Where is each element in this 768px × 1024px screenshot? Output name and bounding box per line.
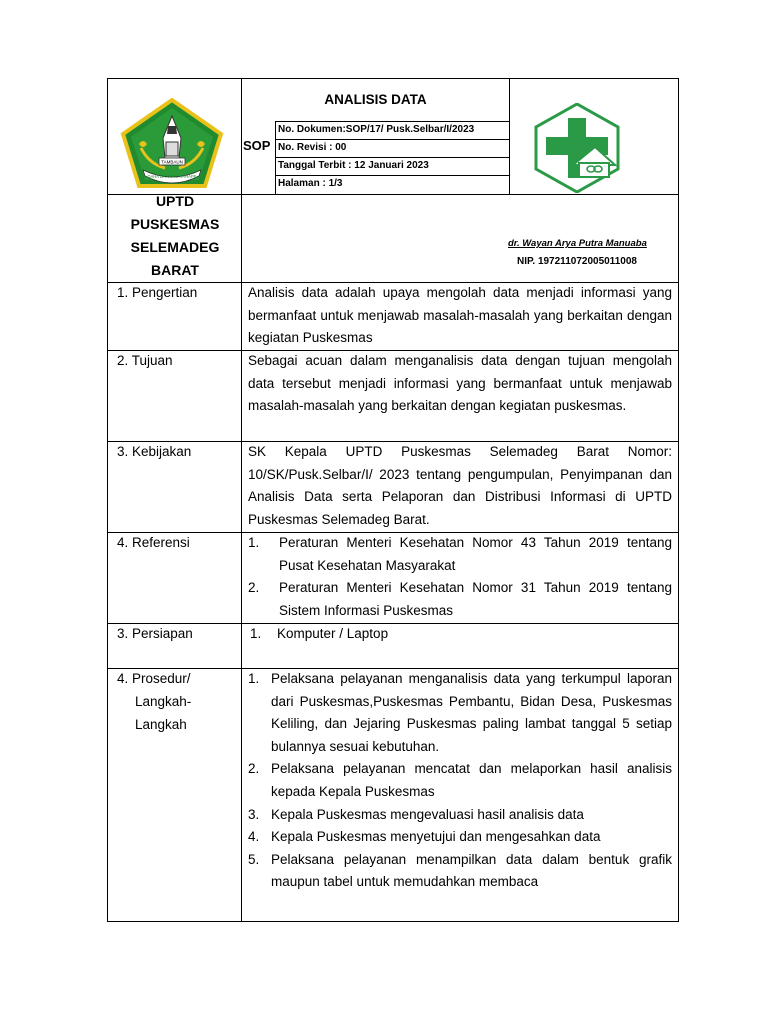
list-item-text: Kepala Puskesmas mengevaluasi hasil analisis data [271, 806, 584, 822]
list-item-number: 1. [250, 626, 262, 641]
org-line-4: BARAT [151, 262, 199, 278]
list-item [248, 849, 672, 894]
section-label-persiapan: 3. Persiapan [117, 626, 193, 641]
section-label-prosedur-2: Langkah- [135, 694, 192, 709]
sop-label: SOP [243, 138, 271, 153]
prosedur-list [248, 668, 672, 894]
list-item-number: 4. [248, 829, 260, 845]
persiapan-list [250, 623, 670, 646]
section-label-kebijakan: 3. Kebijakan [117, 444, 192, 459]
list-item-number: 2. [248, 761, 260, 777]
referensi-list [248, 532, 672, 622]
list-item-number: 3. [248, 806, 260, 822]
revision-number: No. Revisi : 00 [278, 142, 347, 153]
list-item-text: Peraturan Menteri Kesehatan Nomor 31 Tahun 2019 tentang Sistem Informasi Puskesmas [279, 580, 672, 618]
emblem-motto-text: DAHA BAHAPIS HAHAPE [147, 174, 197, 179]
grid-line [275, 139, 509, 140]
grid-line [275, 175, 509, 176]
signatory-nip: NIP. 197211072005011008 [517, 256, 637, 267]
document-title: ANALISIS DATA [324, 92, 427, 107]
list-item-text: Peraturan Menteri Kesehatan Nomor 43 Tahun 2019 tentang Pusat Kesehatan Masyarakat [279, 535, 672, 573]
list-item [248, 668, 672, 758]
issue-date: Tanggal Terbit : 12 Januari 2023 [278, 160, 429, 171]
list-item [248, 577, 672, 622]
list-item-number: 1. [248, 671, 260, 686]
page-info: Halaman : 1/3 [278, 178, 343, 189]
section-label-prosedur: 4. Prosedur/ [117, 671, 191, 686]
grid-line [275, 157, 509, 158]
list-item-text: Pelaksana pelayanan mencatat dan melaporkan hasil analisis kepada Kepala Puskesmas [271, 761, 672, 799]
doc-number: No. Dokumen:SOP/17/ Pusk.Selbar/I/2023 [278, 124, 475, 135]
section-text-kebijakan: SK Kepala UPTD Puskesmas Selemadeg Barat Nomor: 10/SK/Pusk.Selbar/I/ 2023 tentang pengumpulan, Penyimpanan dan Analisis Data serta Pelaporan dan Distribusi Informasi di UPTD Puskesmas Selemadeg Barat. [248, 444, 672, 527]
list-item [248, 532, 672, 577]
section-text-tujuan: Sebagai acuan dalam menganalisis data dengan tujuan mengolah data tersebut menjadi informasi yang bermanfaat untuk menjawab masalah-masalah yang berkaitan dengan kegiatan puskesmas. [248, 353, 672, 414]
section-label-tujuan: 2. Tujuan [117, 353, 173, 368]
org-line-2: PUSKESMAS [130, 216, 220, 232]
regency-emblem-logo [119, 98, 225, 190]
list-item-number: 2. [248, 580, 260, 596]
signatory-name: dr. Wayan Arya Putra Manuaba [508, 238, 647, 249]
puskesmas-logo [531, 103, 623, 193]
grid-line [275, 121, 509, 122]
org-line-3: SELEMADEG [130, 239, 220, 255]
section-label-referensi: 4. Referensi [117, 535, 190, 550]
list-item [248, 758, 672, 803]
list-item [250, 623, 670, 646]
org-line-1: UPTD [155, 193, 195, 209]
list-item-number: 1. [248, 535, 260, 550]
section-label-prosedur-3: Langkah [135, 717, 187, 732]
list-item-text: Komputer / Laptop [277, 626, 389, 641]
list-item-number: 5. [248, 851, 260, 867]
list-item [248, 804, 672, 827]
list-item-text: Kepala Puskesmas menyetujui dan mengesahkan data [271, 829, 601, 845]
section-text-pengertian: Analisis data adalah upaya mengolah data menjadi informasi yang bermanfaat untuk menjawab masalah-masalah yang berkaitan dengan kegiatan Puskesmas [248, 285, 672, 346]
grid-line [509, 78, 510, 194]
list-item-text: Pelaksana pelayanan menampilkan data dalam bentuk grafik maupun tabel untuk memudahkan membaca [271, 851, 672, 890]
emblem-ribbon-text: TAMBAUN [161, 159, 183, 165]
list-item [248, 826, 672, 849]
section-label-pengertian: 1. Pengertian [117, 285, 198, 300]
list-item-text: Pelaksana pelayanan menganalisis data yang terkumpul laporan dari Puskesmas,Puskesmas Pembantu, Bidan Desa, Puskesmas Keliling, dan Jejaring Puskesmas paling lambat tanggal 5 setiap bulannya sesuai kebutuhan. [271, 671, 672, 754]
